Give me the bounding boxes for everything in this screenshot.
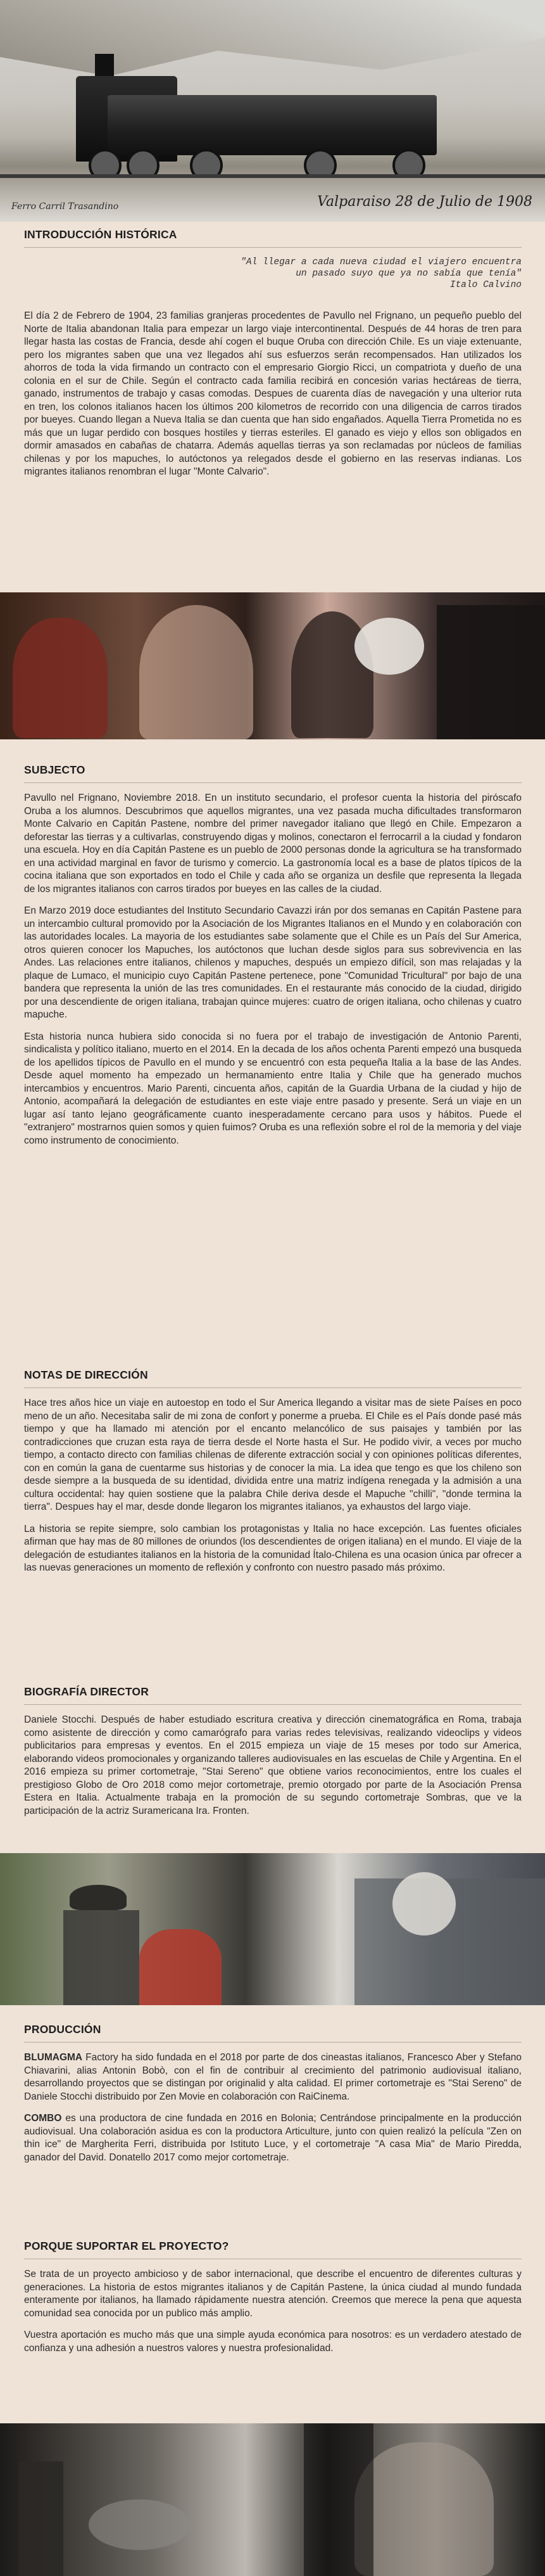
intro-section [24, 228, 522, 488]
photo-figure [63, 1910, 139, 2005]
subject-paragraph-1: Pavullo nel Frignano, Noviembre 2018. En un instituto secundario, el profesor cuenta la historia del piróscafo Oruba a los alumnos. Descubrimos que aquellos migrantes, una vez pasada mucha dificultades transformaron Monte Calvario en Capitán Pastene, nombre del primer navegador italiano que llegó en Chile. Empezaron a deforestar las tierras y a cultivarlas, construyendo digas y molinos, conectaron el ferrocarril a la ciudad y fondaron una escuela. Hoy en día Capitán Pastene es un pueblo de 2000 personas donde la agricultura se ha transformado en una actividad marginal en favor de turismo y comercio. La gastronomía local es a base de platos típicos de la cocina italiana que son exportados en todo el Chile y cada año se organiza un desfile que representa la llegada de los migrantes italianos con carros tirados por bueyes en las calles de la ciudad. [24, 793, 522, 895]
production-text-1: Factory ha sido fundada en el 2018 por parte de dos cineastas italianos, Francesco Aber y Stefano Chiavarini, alias Antonin Bobò, con el fin de contribuir al crecimiento del patrimonio audiovisual italiano, desarrollando proyectos que se distingan por originalid y alta calidad. El primer cortometraje es "Stai Sereno" de Daniele Stocchi distribuido por Zen Movie en colaboración con RaiCinema. [24, 2052, 522, 2102]
support-section [24, 2240, 522, 2364]
photo-preparing-dancers [0, 592, 545, 739]
intro-quote-line2: un pasado suyo que ya no sabía que tenía" [296, 269, 522, 279]
subject-paragraph-3: Esta historia nunca hubiera sido conocida si no fuera por el trabajo de investigación de Antonio Parenti, sindicalista y político italiano, muerto en el 2014. En la decada de los años ochenta Parenti empezó una busqueda de los apellidos típicos de Pavullo en el mundo y se encuentró con esta pequeña Italia a la base de las Andes. Desde aquel momento ha empezado un hermanamiento entre Italia y Chile que ha generado muchos intercambios y encuentros. Mario Parenti, cincuenta años, capitán de la Guardia Urbana de la ciudad y hijo de Antonio, acompañará la delegación de estudiantes en este viaje entre pasado y presente. Será un viaje en un lugar así tanto lejano geográficamente cuanto inesperadamente cercano para usos y hábitos. Puede el "extranjero" mostrarnos quien somos y quien fuimos? Oruba es una reflexión sobre el rol de la memoria y del viaje como instrumento de conocimiento. [24, 1031, 522, 1146]
intro-divider [24, 247, 522, 248]
support-paragraph-1: Se trata de un proyecto ambicioso y de sabor internacional, que describe el encuentro de diferentes culturas y generaciones. La historia de estos migrantes italianos y de Capitán Pastene, la única ciudad al mundo fundada enteramente por italianos, ha llamado rápidamente nuestra atención. Creemos que merece la pena que aquesta comunidad sea conocida por un publico más amplio. [24, 2269, 522, 2319]
direction-title: NOTAS DE DIRECCIÓN [24, 1368, 148, 1381]
subject-divider [24, 782, 522, 783]
photo-figure [304, 2423, 373, 2576]
photo-figure [89, 2499, 190, 2550]
support-title: PORQUE SUPORTAR EL PROYECTO? [24, 2240, 229, 2252]
photo-dance-and-portrait [0, 2423, 545, 2576]
intro-quote-author: Italo Calvino [449, 280, 522, 290]
intro-quote [24, 257, 522, 291]
direction-section [24, 1368, 522, 1584]
photo-dancers [0, 1853, 545, 2005]
hero-caption-right: Valparaiso 28 de Julio de 1908 [317, 194, 532, 210]
photo-figure [19, 2461, 63, 2576]
photo-hat [70, 1885, 127, 1910]
hero-train-photo [0, 0, 545, 222]
production-text-2: es una productora de cine fundada en 2016 en Bolonia; Centrándose principalmente en la producción audiovisual. Una colaboración asidua es con la productora Articulture, junto con quien realizó la película "Zen on thin ice" de Margherita Ferri, distribuida por Istituto Luce, y el cortometraje "A casa Mia" de Mario Piredda, ganador del David. Donatello 2017 como mejor cortometraje. [24, 2113, 522, 2163]
subject-paragraph-2: En Marzo 2019 doce estudiantes del Instituto Secundario Cavazzi irán por dos semanas en Capitán Pastene para un intercambio cultural promovido por la Asociación de los Migrantes Italianos en el Mundo y en colaboración con las autoridades locales. La mayoria de los estudiantes sabe solamente que el Chile es un País del Sur America, otros quieren conocer los Mapuches, los autóctonos que luchan desde siglos para sus sobrevivencia en las Andes. Las relaciones entre italianos, chilenos y mapuches, después un empiezo difícil, son mas relajadas y la plaque de Lumaco, el municipio cuyo Capitán Pastene pertenece, pone "Comunidad Tricultural" por bajo de una bandera que representa la unión de las tres comunidades. En el restaurante más conocido de la ciudad, dirigido por una descendiente de origen italiana, trabajan quince mujeres: cuatro de origen italiana, ocho chilenas y cuatro mapuche. [24, 905, 522, 1020]
intro-quote-line1: "Al llegar a cada nueva ciudad el viajero encuentra [241, 257, 522, 267]
intro-paragraph: El día 2 de Febrero de 1904, 23 familias granjeras procedentes de Pavullo nel Frignano, un pequeño pueblo del Norte de Italia abandonan Italia para empezar un largo viaje intercontinental. Después de 44 horas de tren para llegar hasta las costas de Francia, desde ahí cogen el buque Oruba con dirección Chile. Es un viaje extenuante, pero los migrantes saben que una vez llegados ahí sus esfuerzos serán recompensados. Han utilizados los ahorros de toda la vida firmando un contracto con el empresario Giorgio Ricci, un compatriota y dueño de una colonia en el sur de Chile. Según el contracto cada familia recibirá en concesión varias hectáreas de tierra, ganado, instrumentos de trabajo y casas comodas. Despues de cuarenta días de navegación y una ulterior ruta en tren, los colonos italianos hacen los últimos 200 kilometros de recorrido con una diligencia de carros tirados por bueyes. Cuando llegan a Nueva Italia se dan cuenta que han sido engañados. Aquella Tierra Prometida no es más que un lugar perdido con bosques hostiles y tierras esteriles. El ganado es viejo y ellos son obligados en dormir amasados en cabañas de chatarra. Además aquellas tierras ya son reclamadas por núcleos de familias chilenas y por los mapuches, lo autóctonos ya relegados desde el gobierno en las reservas indianas. Los migrantes italianos renombran el lugar "Monte Calvario". [24, 310, 522, 477]
hero-train-carriages [108, 95, 437, 155]
director-section [24, 1685, 522, 1827]
direction-paragraph-2: La historia se repite siempre, solo cambian los protagonistas y Italia no hace excepción. Las fuentes oficiales afirman que hay mas de 80 millones de oriundos (los descendientes de origen italiana) en el mundo. El viaje de la delegación de estudiantes italianos en la historia de la comunidad Ítalo-Chilena es una ocasion única par ofrecer a las nuevas generaciones un momento de reflexión y confronto con nuestro pasado más próximo. [24, 1523, 522, 1573]
photo-figure [13, 618, 108, 738]
subject-section [24, 763, 522, 1156]
photo-figure [139, 1929, 222, 2005]
subject-title: SUBJECTO [24, 763, 85, 776]
director-divider [24, 1704, 522, 1705]
photo-figure [139, 605, 253, 739]
photo-portrait [354, 2442, 494, 2576]
production-section [24, 2023, 522, 2173]
photo-figure [392, 1872, 456, 1935]
production-paragraph-2 [24, 2112, 522, 2164]
hero-caption-left: Ferro Carril Trasandino [11, 201, 119, 212]
brand-combo: COMBO [24, 2113, 62, 2124]
intro-title: INTRODUCCIÓN HISTÓRICA [24, 228, 177, 241]
photo-flower-headpiece [354, 618, 424, 675]
director-paragraph: Daniele Stocchi. Después de haber estudiado escritura creativa y dirección cinematográfica en Roma, trabaja como asistente de dirección y como camarógrafo para varias redes televisivas, realizando videoclips y videos publicitarios para empresas y eventos. En el 2015 empieza un viaje de 15 meses por todo sur America, elaborando videos promocionales y organizando talleres audiovisuales en las escuelas de Chile y Argentina. En el 2016 empieza su primer cortometraje, "Stai Sereno" que obtiene varios reconocimientos, entre los cuales el prestigioso Globo de Oro 2018 como mejor cortometraje, premio otorgado por parte de la Asociación Prensa Estera en Italia. Actualmente trabaja en la promoción de su segundo cortometraje Sombras, que ve la participación de la actriz Suramericana Ira. Fronten. [24, 1714, 522, 1816]
direction-paragraph-1: Hace tres años hice un viaje en autoestop en todo el Sur America llegando a visitar mas de siete Países en poco meno de un año. Necesitaba salir de mi zona de confort y ponerme a prueba. El Chile es el País donde pasé más tiempo y que ha llamado mi atención por el encanto melancólico de sus paisajes y también por las contradicciones que cruzan esta raya de tierra desde el Norte hasta el Sur. He podido vivir, a veces por mucho tiempo, a contacto directo con familias chilenas de diferente extracción social y con opiniones políticas diferentes, con en común la gana de cuentarme sus historias y de conocer la mia. La idea que tengo es que los chileno son desde siempre a la busqueda de su identidad, dividida entre una matriz indígena renegada y la admisión a una cultura occidental: hay quien sostiene que la palabra Chile deriva desde el Mapuche "chilli", "donde termina la tierra". Despues hay el mar, desde donde llegaron los migrantes italianos, ya exhaustos del largo viaje. [24, 1398, 522, 1512]
support-paragraph-2: Vuestra aportación es mucho más que una simple ayuda económica para nosotros: es un verdadero atestado de confianza y una adhesión a nuestros valores y nuestra profesionalidad. [24, 2330, 522, 2354]
director-title: BIOGRAFÍA DIRECTOR [24, 1685, 149, 1698]
direction-divider [24, 1387, 522, 1388]
photo-figure [437, 605, 545, 739]
production-divider [24, 2042, 522, 2043]
brand-blumagma: BLUMAGMA [24, 2052, 83, 2063]
production-paragraph-1 [24, 2051, 522, 2103]
production-title: PRODUCCIÓN [24, 2023, 101, 2036]
